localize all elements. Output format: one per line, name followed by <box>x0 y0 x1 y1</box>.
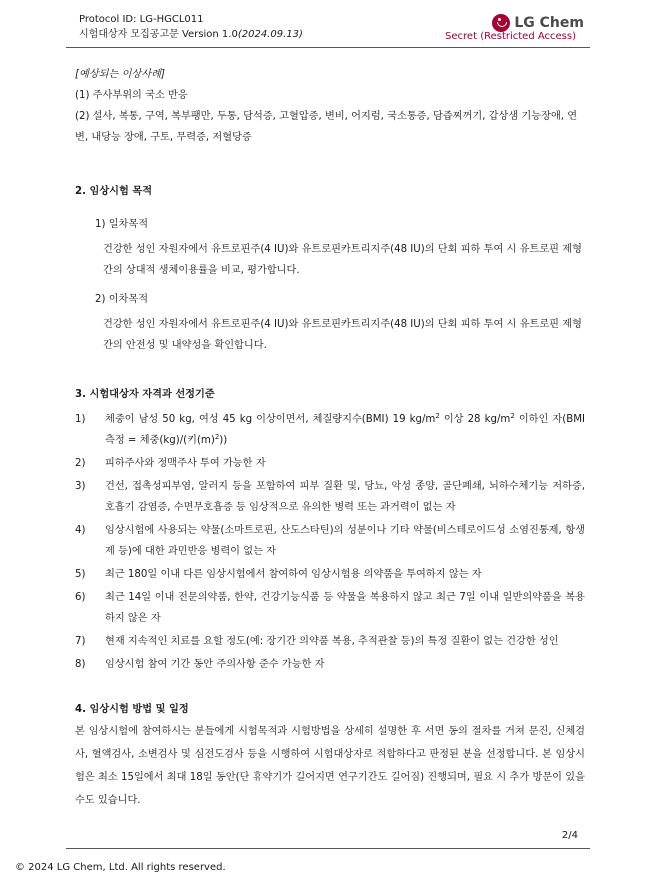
criteria-text: 최근 14일 이내 전문의약품, 한약, 건강기능식품 등 약물을 복용하지 않고 최근 7일 이내 일반의약품을 복용하지 않은 자 <box>105 592 585 624</box>
adverse-events-title: [예상되는 이상사례] <box>75 69 165 80</box>
copyright-notice: © 2024 LG Chem, Ltd. All rights reserved. <box>15 862 226 873</box>
adverse-event-item: (2) 설사, 복통, 구역, 복부팽만, 두통, 담석증, 고혈압증, 변비, 어지럼, 국소통증, 담즙찌꺼기, 갑상샘 기능장애, 연변, 내당능 장애, 구토, 무력증, 저혈당증 <box>75 111 578 143</box>
eligibility-section <box>75 384 585 675</box>
methods-title: 4. 임상시험 방법 및 일정 <box>75 704 189 715</box>
criteria-text: 건선, 접촉성피부염, 알러지 등을 포함하여 피부 질환 및, 당뇨, 악성 종양, 골단폐쇄, 뇌하수체기능 저하증, 호흡기 감염증, 수면무호흡증 등 임상적으로 유의한 병력 또는 과거력이 없는 자 <box>105 481 585 513</box>
protocol-id: Protocol ID: LG-HGCL011 <box>79 14 204 25</box>
secondary-objective-label: 2) 이차목적 <box>95 294 149 305</box>
criteria-text: 현재 지속적인 치료를 요할 정도(예: 장기간 의약품 복용, 추적관찰 등)의 특정 질환이 없는 건강한 성인 <box>105 636 559 647</box>
methods-text: 본 임상시험에 참여하시는 분들에게 시험목적과 시험방법을 상세히 설명한 후 서면 동의 절차를 거쳐 문진, 신체검사, 혈액검사, 소변검사 및 심전도검사 등을 시행하여 시험대상자로 적합하다고 판정된 분을 선정합니다. 본 임상시험은 최소 15일에서 최대 18일 동안(단 휴약기가 길어지면 연구기간도 길어짐) 진행되며, 필요 시 추가 방문이 있을 수도 있습니다. <box>75 726 585 806</box>
criteria-number: 6) <box>75 592 86 603</box>
criteria-text: 임상시험 참여 기간 동안 주의사항 준수 가능한 자 <box>105 659 325 670</box>
footer-divider <box>66 848 590 849</box>
purpose-section <box>75 181 585 356</box>
criteria-number: 3) <box>75 481 86 492</box>
primary-objective-label: 1) 일차목적 <box>95 219 149 230</box>
criteria-number: 1) <box>75 414 86 425</box>
purpose-title: 2. 임상시험 목적 <box>75 186 153 197</box>
lg-face-icon <box>492 14 510 32</box>
criteria-item <box>75 409 585 451</box>
lg-chem-logo <box>492 14 584 32</box>
secondary-objective-text: 건강한 성인 자원자에서 유트로핀주(4 IU)와 유트로핀카트리지주(48 IU)의 단회 피하 투여 시 유트로핀 제형 간의 안전성 및 내약성을 확인합니다. <box>103 319 582 351</box>
criteria-text: 임상시험에 사용되는 약물(소마트로핀, 산도스타틴)의 성분이나 기타 약물(비스테로이드성 소염진통제, 항생제 등)에 대한 과민반응 병력이 없는 자 <box>105 525 585 557</box>
adverse-event-item: (1) 주사부위의 국소 반응 <box>75 90 188 101</box>
document-title-line <box>79 27 303 42</box>
criteria-item <box>75 520 585 562</box>
criteria-item <box>75 654 585 675</box>
criteria-item <box>75 587 585 629</box>
brand-name: LG Chem <box>514 15 584 31</box>
document-body <box>75 64 585 812</box>
criteria-item <box>75 564 585 585</box>
criteria-number: 5) <box>75 569 86 580</box>
primary-objective-text: 건강한 성인 자원자에서 유트로핀주(4 IU)와 유트로핀카트리지주(48 IU)의 단회 피하 투여 시 유트로핀 제형 간의 상대적 생체이용률을 비교, 평가합니다. <box>103 244 582 276</box>
adverse-events-section <box>75 64 585 148</box>
criteria-number: 2) <box>75 458 86 469</box>
criteria-number: 8) <box>75 659 86 670</box>
criteria-number: 4) <box>75 525 86 536</box>
criteria-text: 최근 180일 이내 다른 임상시험에서 참여하여 임상시험용 의약품을 투여하지 않는 자 <box>105 569 482 580</box>
version-label: Version 1.0 <box>181 29 238 40</box>
methods-section <box>75 699 585 812</box>
page-number: 2/4 <box>561 830 578 841</box>
criteria-number: 7) <box>75 636 86 647</box>
criteria-item <box>75 631 585 652</box>
document-header <box>79 12 303 42</box>
criteria-item <box>75 476 585 518</box>
header-divider <box>66 47 590 48</box>
version-date: (2024.09.13) <box>237 29 303 40</box>
criteria-text: 피하주사와 정맥주사 투여 가능한 자 <box>105 458 266 469</box>
eligibility-title: 3. 시험대상자 자격과 선정기준 <box>75 389 215 400</box>
document-title: 시험대상자 모집공고문 <box>79 29 179 40</box>
confidentiality-label: Secret (Restricted Access) <box>445 31 576 42</box>
criteria-text: 체중이 남성 50 kg, 여성 45 kg 이상이면서, 체질량지수(BMI) 19 $kg/m^2$ 이상 28 $kg/m^2$ 이하인 자(BMI 측정 = 체중(kg)/(키$(m)^2$)) <box>105 412 585 446</box>
criteria-item <box>75 453 585 474</box>
